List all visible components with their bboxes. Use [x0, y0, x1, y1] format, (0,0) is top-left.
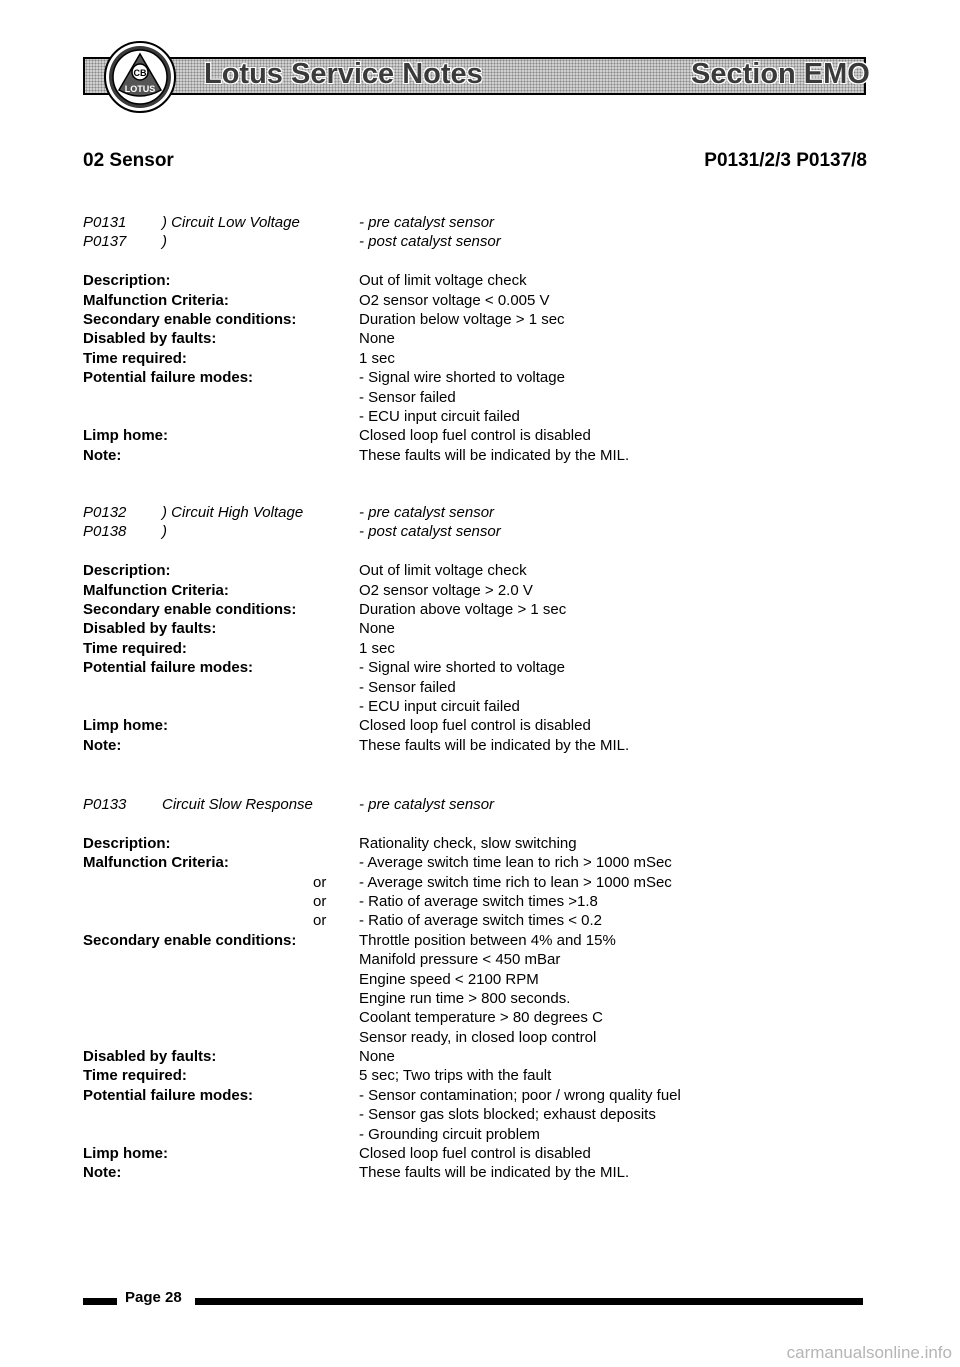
field-value: Manifold pressure < 450 mBar	[359, 951, 561, 969]
field-value: 1 sec	[359, 639, 395, 657]
page-number: Page 28	[125, 1289, 182, 1306]
field-value: - ECU input circuit failed	[359, 407, 520, 425]
sensor-label: - pre catalyst sensor	[359, 796, 495, 813]
circuit-label: Circuit Slow Response	[162, 796, 313, 813]
or-connector: or	[313, 892, 327, 910]
field-value: Engine speed < 2100 RPM	[359, 970, 539, 988]
field-value: - Sensor gas slots blocked; exhaust deposits	[359, 1106, 656, 1124]
field-label: Time required:	[83, 349, 187, 367]
circuit-label: ) Circuit Low Voltage	[162, 214, 300, 231]
field-label: Note:	[83, 1164, 122, 1182]
or-connector: or	[313, 912, 327, 930]
circuit-label: )	[162, 523, 167, 541]
field-value: O2 sensor voltage < 0.005 V	[359, 291, 550, 309]
field-label: Potential failure modes:	[83, 659, 254, 677]
field-value: Coolant temperature > 80 degrees C	[359, 1009, 603, 1027]
field-label: Note:	[83, 446, 122, 464]
field-value: O2 sensor voltage > 2.0 V	[359, 581, 533, 599]
footer-rule-left	[83, 1298, 117, 1305]
field-label: Limp home:	[83, 717, 168, 735]
field-value: - ECU input circuit failed	[359, 697, 520, 715]
fault-code: P0133	[83, 796, 127, 813]
fault-code: P0132	[83, 504, 127, 521]
field-label: Time required:	[83, 639, 187, 657]
field-label: Limp home:	[83, 427, 168, 445]
field-value: - Signal wire shorted to voltage	[359, 369, 565, 387]
lotus-badge-icon	[103, 40, 177, 114]
field-label: Malfunction Criteria:	[83, 291, 229, 309]
fault-block-slow-response	[83, 795, 723, 1183]
svg-text:LOTUS: LOTUS	[124, 84, 156, 94]
field-label: Potential failure modes:	[83, 1086, 254, 1104]
field-value: Sensor ready, in closed loop control	[359, 1028, 597, 1046]
field-value: 1 sec	[359, 349, 395, 367]
field-value: Closed loop fuel control is disabled	[359, 717, 591, 735]
field-value: - Ratio of average switch times < 0.2	[359, 912, 603, 930]
field-value: None	[359, 620, 395, 638]
field-label: Time required:	[83, 1067, 187, 1085]
circuit-label: ) Circuit High Voltage	[162, 504, 304, 521]
field-value: Rationality check, slow switching	[359, 834, 577, 852]
code-row	[83, 232, 723, 251]
fault-code: P0138	[83, 523, 127, 541]
fault-block-low-voltage	[83, 213, 723, 465]
field-label: Secondary enable conditions:	[83, 931, 297, 949]
watermark: carmanualsonline.info	[786, 1343, 952, 1362]
field-value: Throttle position between 4% and 15%	[359, 931, 616, 949]
fault-code: P0131	[83, 214, 127, 231]
field-value: Duration below voltage > 1 sec	[359, 310, 565, 328]
field-label: Malfunction Criteria:	[83, 581, 229, 599]
code-row	[83, 503, 723, 522]
field-label: Description:	[83, 562, 171, 580]
field-value: Engine run time > 800 seconds.	[359, 989, 571, 1007]
field-value: Closed loop fuel control is disabled	[359, 1145, 591, 1163]
code-row	[83, 795, 723, 814]
field-label: Disabled by faults:	[83, 620, 217, 638]
svg-text:CB: CB	[133, 68, 147, 78]
sensor-label: - pre catalyst sensor	[359, 214, 495, 231]
sensor-label: - pre catalyst sensor	[359, 504, 495, 521]
field-label: Note:	[83, 736, 122, 754]
field-value: Duration above voltage > 1 sec	[359, 600, 567, 618]
field-value: - Average switch time lean to rich > 1000 mSec	[359, 854, 672, 872]
banner-title: Lotus Service Notes	[204, 58, 483, 90]
field-label: Disabled by faults:	[83, 330, 217, 348]
circuit-label: )	[162, 233, 167, 251]
field-value: None	[359, 330, 395, 348]
field-label: Secondary enable conditions:	[83, 310, 297, 328]
field-value: None	[359, 1048, 395, 1066]
sensor-label: - post catalyst sensor	[359, 523, 501, 541]
or-connector: or	[313, 873, 327, 891]
field-value: These faults will be indicated by the MIL.	[359, 446, 630, 464]
field-value: - Ratio of average switch times >1.8	[359, 892, 598, 910]
footer-rule-right	[195, 1298, 863, 1305]
field-value: - Average switch time rich to lean > 1000 mSec	[359, 873, 672, 891]
field-value: - Sensor contamination; poor / wrong quality fuel	[359, 1086, 681, 1104]
fault-block-high-voltage	[83, 503, 723, 755]
field-label: Potential failure modes:	[83, 369, 254, 387]
field-value: Out of limit voltage check	[359, 562, 527, 580]
field-label: Description:	[83, 272, 171, 290]
field-value: - Grounding circuit problem	[359, 1125, 540, 1143]
field-value: - Signal wire shorted to voltage	[359, 659, 565, 677]
field-value: Out of limit voltage check	[359, 272, 527, 290]
sensor-label: - post catalyst sensor	[359, 233, 501, 251]
field-value: - Sensor failed	[359, 678, 456, 696]
field-label: Limp home:	[83, 1145, 168, 1163]
field-value: These faults will be indicated by the MIL.	[359, 1164, 630, 1182]
field-label: Disabled by faults:	[83, 1048, 217, 1066]
code-row	[83, 213, 723, 232]
page-title: 02 Sensor	[83, 150, 174, 171]
field-value: - Sensor failed	[359, 388, 456, 406]
code-row	[83, 522, 723, 541]
fault-code: P0137	[83, 233, 127, 251]
field-label: Description:	[83, 834, 171, 852]
banner-section: Section EMO	[691, 58, 870, 90]
field-value: Closed loop fuel control is disabled	[359, 427, 591, 445]
fault-codes-heading: P0131/2/3 P0137/8	[704, 150, 867, 171]
field-label: Secondary enable conditions:	[83, 600, 297, 618]
field-value: 5 sec; Two trips with the fault	[359, 1067, 552, 1085]
field-value: These faults will be indicated by the MIL.	[359, 736, 630, 754]
field-label: Malfunction Criteria:	[83, 854, 229, 872]
